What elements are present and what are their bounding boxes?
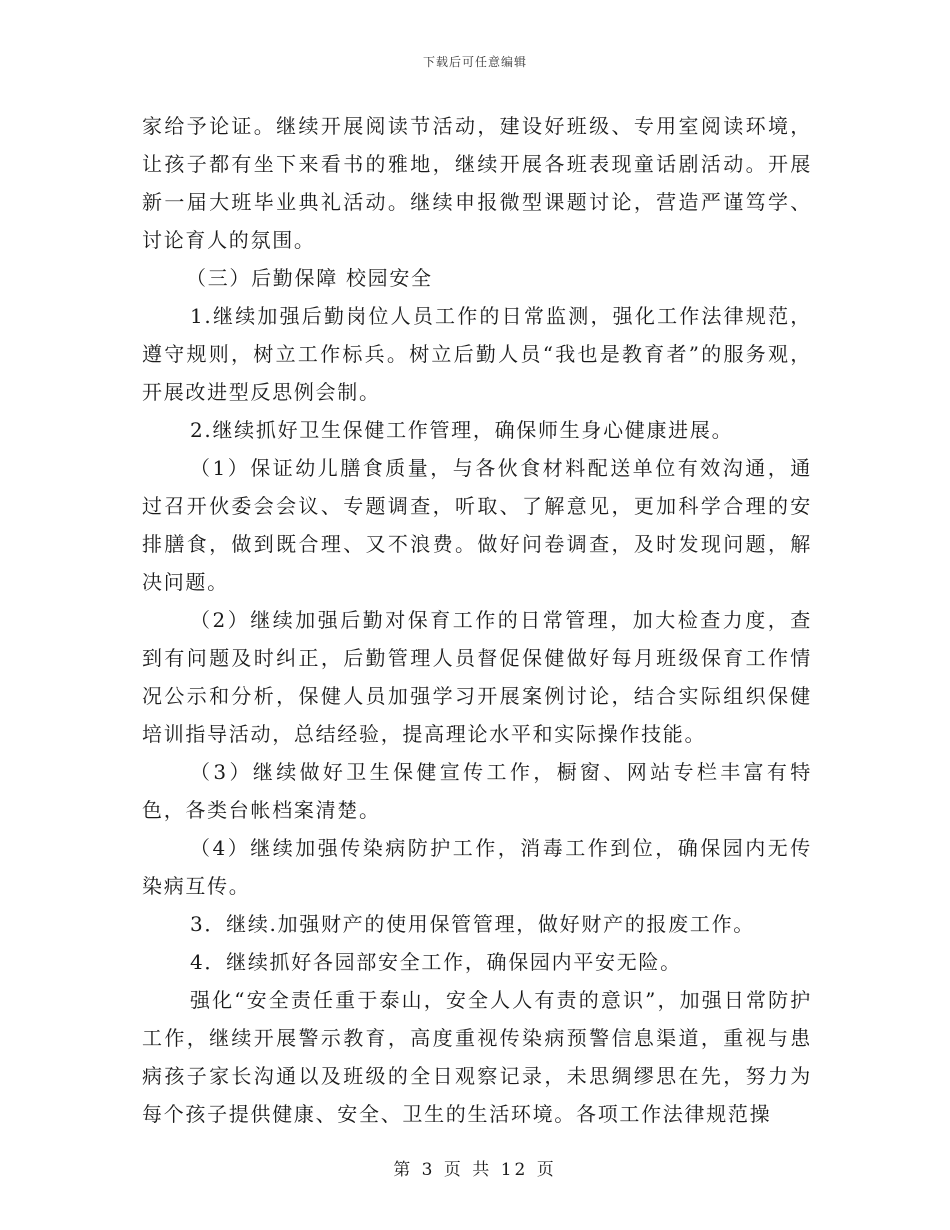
paragraph-item-1: 1.继续加强后勤岗位人员工作的日常监测，强化工作法律规范，遵守规则，树立工作标兵。树立后勤人员“我也是教育者”的服务观，开展改进型反思例会制。 <box>142 304 812 404</box>
page-header-note: 下载后可任意编辑 <box>422 55 527 69</box>
paragraph-item-3: 3．继续.加强财产的使用保管管理，做好财产的报废工作。 <box>190 912 755 936</box>
paragraph-continuation: 家给予论证。继续开展阅读节活动，建设好班级、专用室阅读环境，让孩子都有坐下来看书的雅地，继续开展各班表现童话剧活动。开展新一届大班毕业典礼活动。继续申报微型课题讨论，营造严谨笃学、讨论育人的氛围。 <box>142 114 812 252</box>
paragraph-subitem-2: （2）继续加强后勤对保育工作的日常管理，加大检查力度，查到有问题及时纠正，后勤管理人员督促保健做好每月班级保育工作情况公示和分析，保健人员加强学习开展案例讨论，结合实际组织保健培训指导活动，总结经验，提高理论水平和实际操作技能。 <box>142 608 812 746</box>
paragraph-subitem-4: （4）继续加强传染病防护工作，消毒工作到位，确保园内无传染病互传。 <box>142 836 812 898</box>
paragraph-subitem-3: （3）继续做好卫生保健宣传工作，橱窗、网站专栏丰富有特色，各类台帐档案清楚。 <box>142 760 812 822</box>
paragraph-item-4: 4．继续抓好各园部安全工作，确保园内平安无险。 <box>190 950 682 974</box>
paragraph-item-2: 2.继续抓好卫生保健工作管理，确保师生身心健康进展。 <box>190 418 734 442</box>
paragraph-subitem-1: （1）保证幼儿膳食质量，与各伙食材料配送单位有效沟通，通过召开伙委会会议、专题调查，听取、了解意见，更加科学合理的安排膳食，做到既合理、又不浪费。做好问卷调查，及时发现问题，解决问题。 <box>142 456 812 594</box>
paragraph-safety: 强化“安全责任重于泰山，安全人人有责的意识”，加强日常防护工作，继续开展警示教育，高度重视传染病预警信息渠道，重视与患病孩子家长沟通以及班级的全日观察记录，未思绸缪思在先，努力为每个孩子提供健康、安全、卫生的生活环境。各项工作法律规范操 <box>142 988 812 1126</box>
page-number: 第 3 页 共 12 页 <box>393 1160 557 1180</box>
document-body <box>142 107 812 1133</box>
section-heading-logistics: （三）后勤保障 校园安全 <box>186 266 433 290</box>
